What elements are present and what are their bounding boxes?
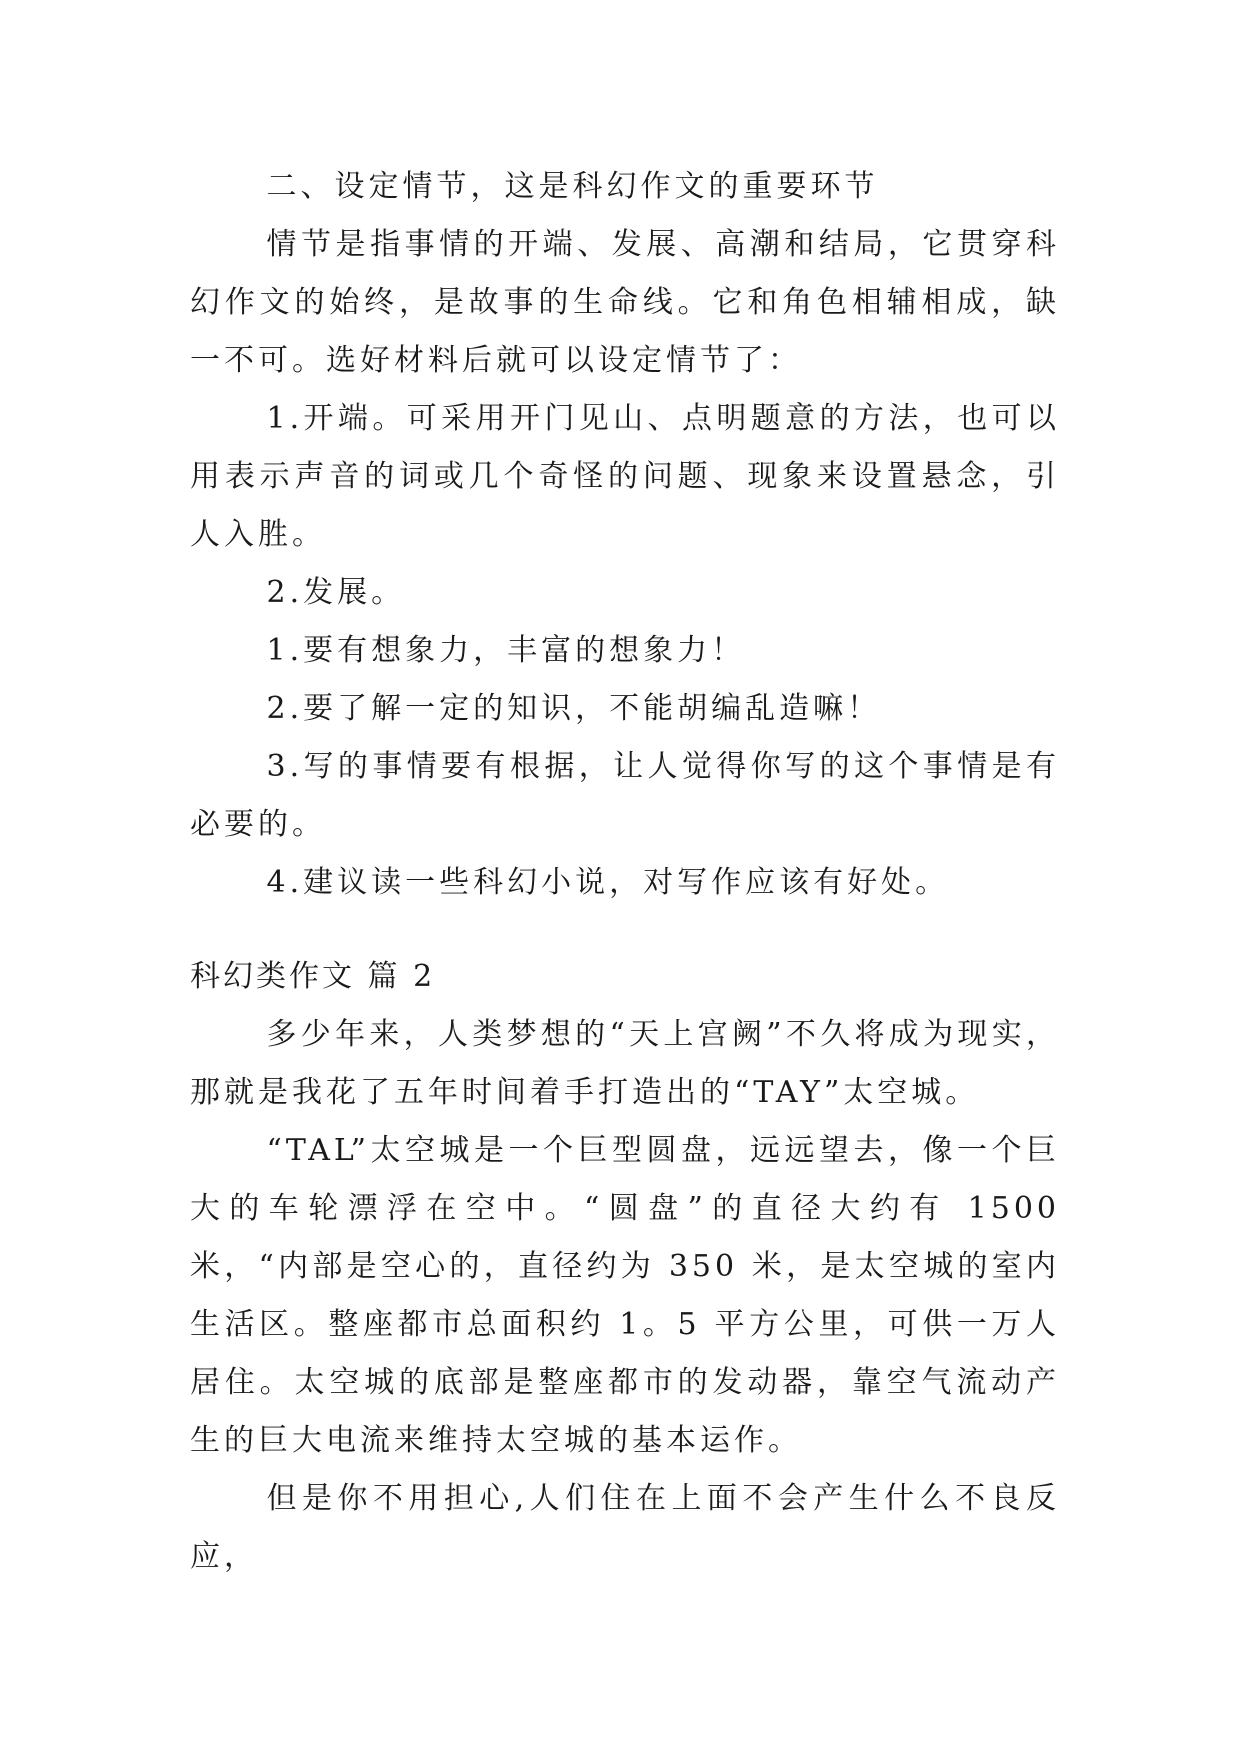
tip-reading: 4.建议读一些科幻小说，对写作应该有好处。 [266,865,950,900]
tip-basis: 3.写的事情要有根据，让人觉得你写的这个事情是有必要的。 [190,749,1060,842]
essay-paragraph-3: 但是你不用担心,人们住在上面不会产生什么不良反应， [190,1481,1060,1574]
section-title: 二、设定情节，这是科幻作文的重要环节 [266,169,879,204]
essay-paragraph-2: “TAL”太空城是一个巨型圆盘，远远望去，像一个巨大的车轮漂浮在空中。“圆盘”的直径大约有 1500 米，“内部是空心的，直径约为 350 米，是太空城的室内生活区。整座都市总面积约 1。5 平方公里，可供一万人居住。太空城的底部是整座都市的发动器，靠空气流动产生的巨大电流来维持太空城的基本运作。 [190,1133,1060,1458]
point-beginning: 1.开端。可采用开门见山、点明题意的方法，也可以用表示声音的词或几个奇怪的问题、现象来设置悬念，引人入胜。 [190,401,1060,552]
tip-knowledge: 2.要了解一定的知识，不能胡编乱造嘛！ [266,691,882,726]
tip-imagination: 1.要有想象力，丰富的想象力！ [266,633,746,668]
document-page [190,158,1060,1586]
point-development: 2.发展。 [266,575,406,610]
intro-paragraph: 情节是指事情的开端、发展、高潮和结局，它贯穿科幻作文的始终，是故事的生命线。它和角色相辅相成，缺一不可。选好材料后就可以设定情节了： [190,227,1060,378]
essay-heading: 科幻类作文 篇 2 [190,959,436,994]
essay-paragraph-1: 多少年来，人类梦想的“天上宫阙”不久将成为现实，那就是我花了五年时间着手打造出的“TAY”太空城。 [190,1017,1060,1110]
